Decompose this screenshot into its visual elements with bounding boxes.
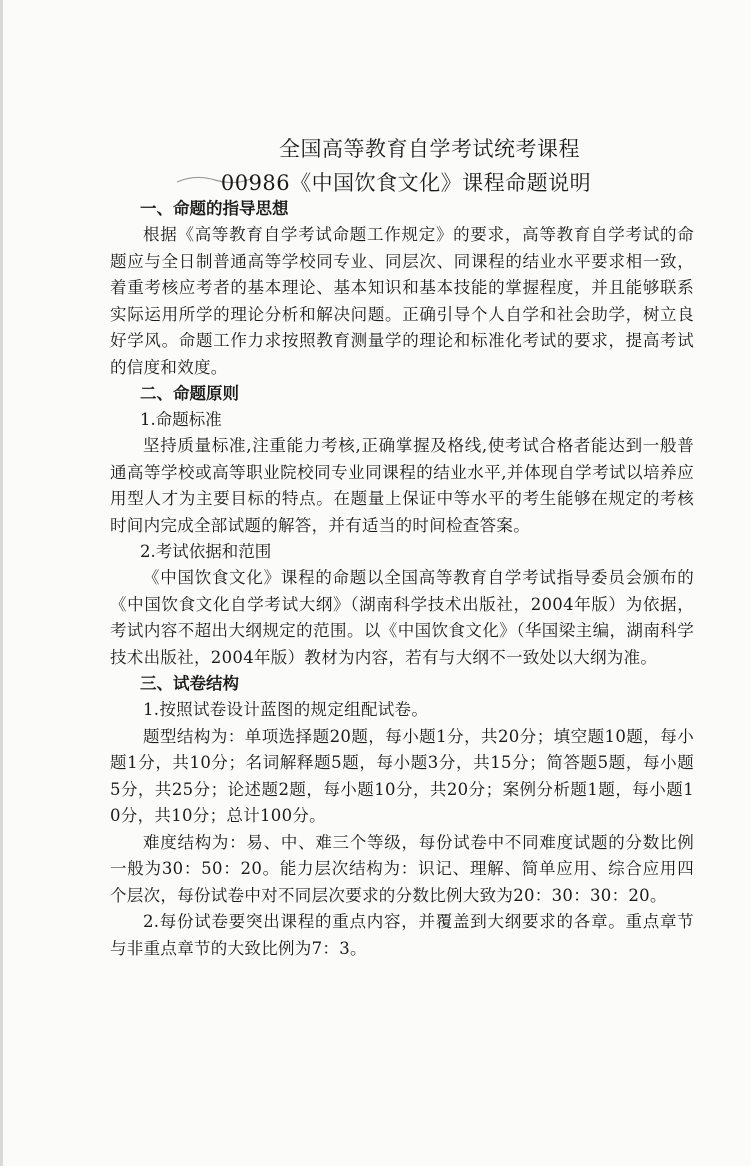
scan-edge (0, 0, 3, 1166)
section-2-paragraph-1: 坚持质量标准,注重能力考核,正确掌握及格线,使考试合格者能达到一般普通高等学校或高等职业院校同专业同课程的结业水平,并体现自学考试以培养应用型人才为主要目标的特点。在题量上保证中等水平的考生能够在规定的考核时间内完成全部试题的解答，并有适当的时间检查答案。 (110, 436, 694, 535)
section-3-paragraph-3: 难度结构为：易、中、难三个等级，每份试卷中不同难度试题的分数比例一般为30：50：20。能力层次结构为：识记、理解、简单应用、综合应用四个层次，每份试卷中对不同层次要求的分数比例大致为20：30：30：20。 (110, 832, 694, 905)
section-heading-1: 一、命题的指导思想 (140, 199, 289, 218)
section-3-paragraph-1: 1.按照试卷设计蓝图的规定组配试卷。 (143, 700, 429, 719)
section-2-paragraph-2: 《中国饮食文化》课程的命题以全国高等教育自学考试指导委员会颁布的《中国饮食文化自学考试大纲》（湖南科学技术出版社，2004年版）为依据，考试内容不超出大纲规定的范围。以《中国饮食文化》（华国梁主编，湖南科学技术出版社，2004年版）教材为内容，若有与大纲不一致处以大纲为准。 (110, 568, 694, 667)
section-3-paragraph-2: 题型结构为：单项选择题20题，每小题1分，共20分；填空题10题，每小题1分，共10分；名词解释题5题，每小题3分，共15分；简答题5题，每小题5分，共25分；论述题2题，每小题10分，共20分；案例分析题1题，每小题10分，共10分；总计100分。 (110, 726, 694, 825)
document-body (110, 134, 694, 962)
document-title-line2: 00986《中国饮食文化》课程命题说明 (220, 171, 592, 195)
section-3-paragraph-4: 2.每份试卷要突出课程的重点内容，并覆盖到大纲要求的各章。重点章节与非重点章节的大致比例为7：3。 (110, 912, 694, 958)
section-heading-3: 三、试卷结构 (140, 674, 239, 693)
section-1-paragraph: 根据《高等教育自学考试命题工作规定》的要求，高等教育自学考试的命题应与全日制普通高等学校同专业、同层次、同课程的结业水平要求相一致，着重考核应考者的基本理论、基本知识和基本技能的掌握程度，并且能够联系实际运用所学的理论分析和解决问题。正确引导个人自学和社会助学，树立良好学风。命题工作力求按照教育测量学的理论和标准化考试的要求，提高考试的信度和效度。 (110, 225, 694, 377)
subsection-heading-2-1: 1.命题标准 (140, 410, 222, 429)
document-title-line1: 全国高等教育自学考试统考课程 (279, 137, 580, 161)
subsection-heading-2-2: 2.考试依据和范围 (140, 542, 272, 561)
section-heading-2: 二、命题原则 (140, 384, 239, 403)
